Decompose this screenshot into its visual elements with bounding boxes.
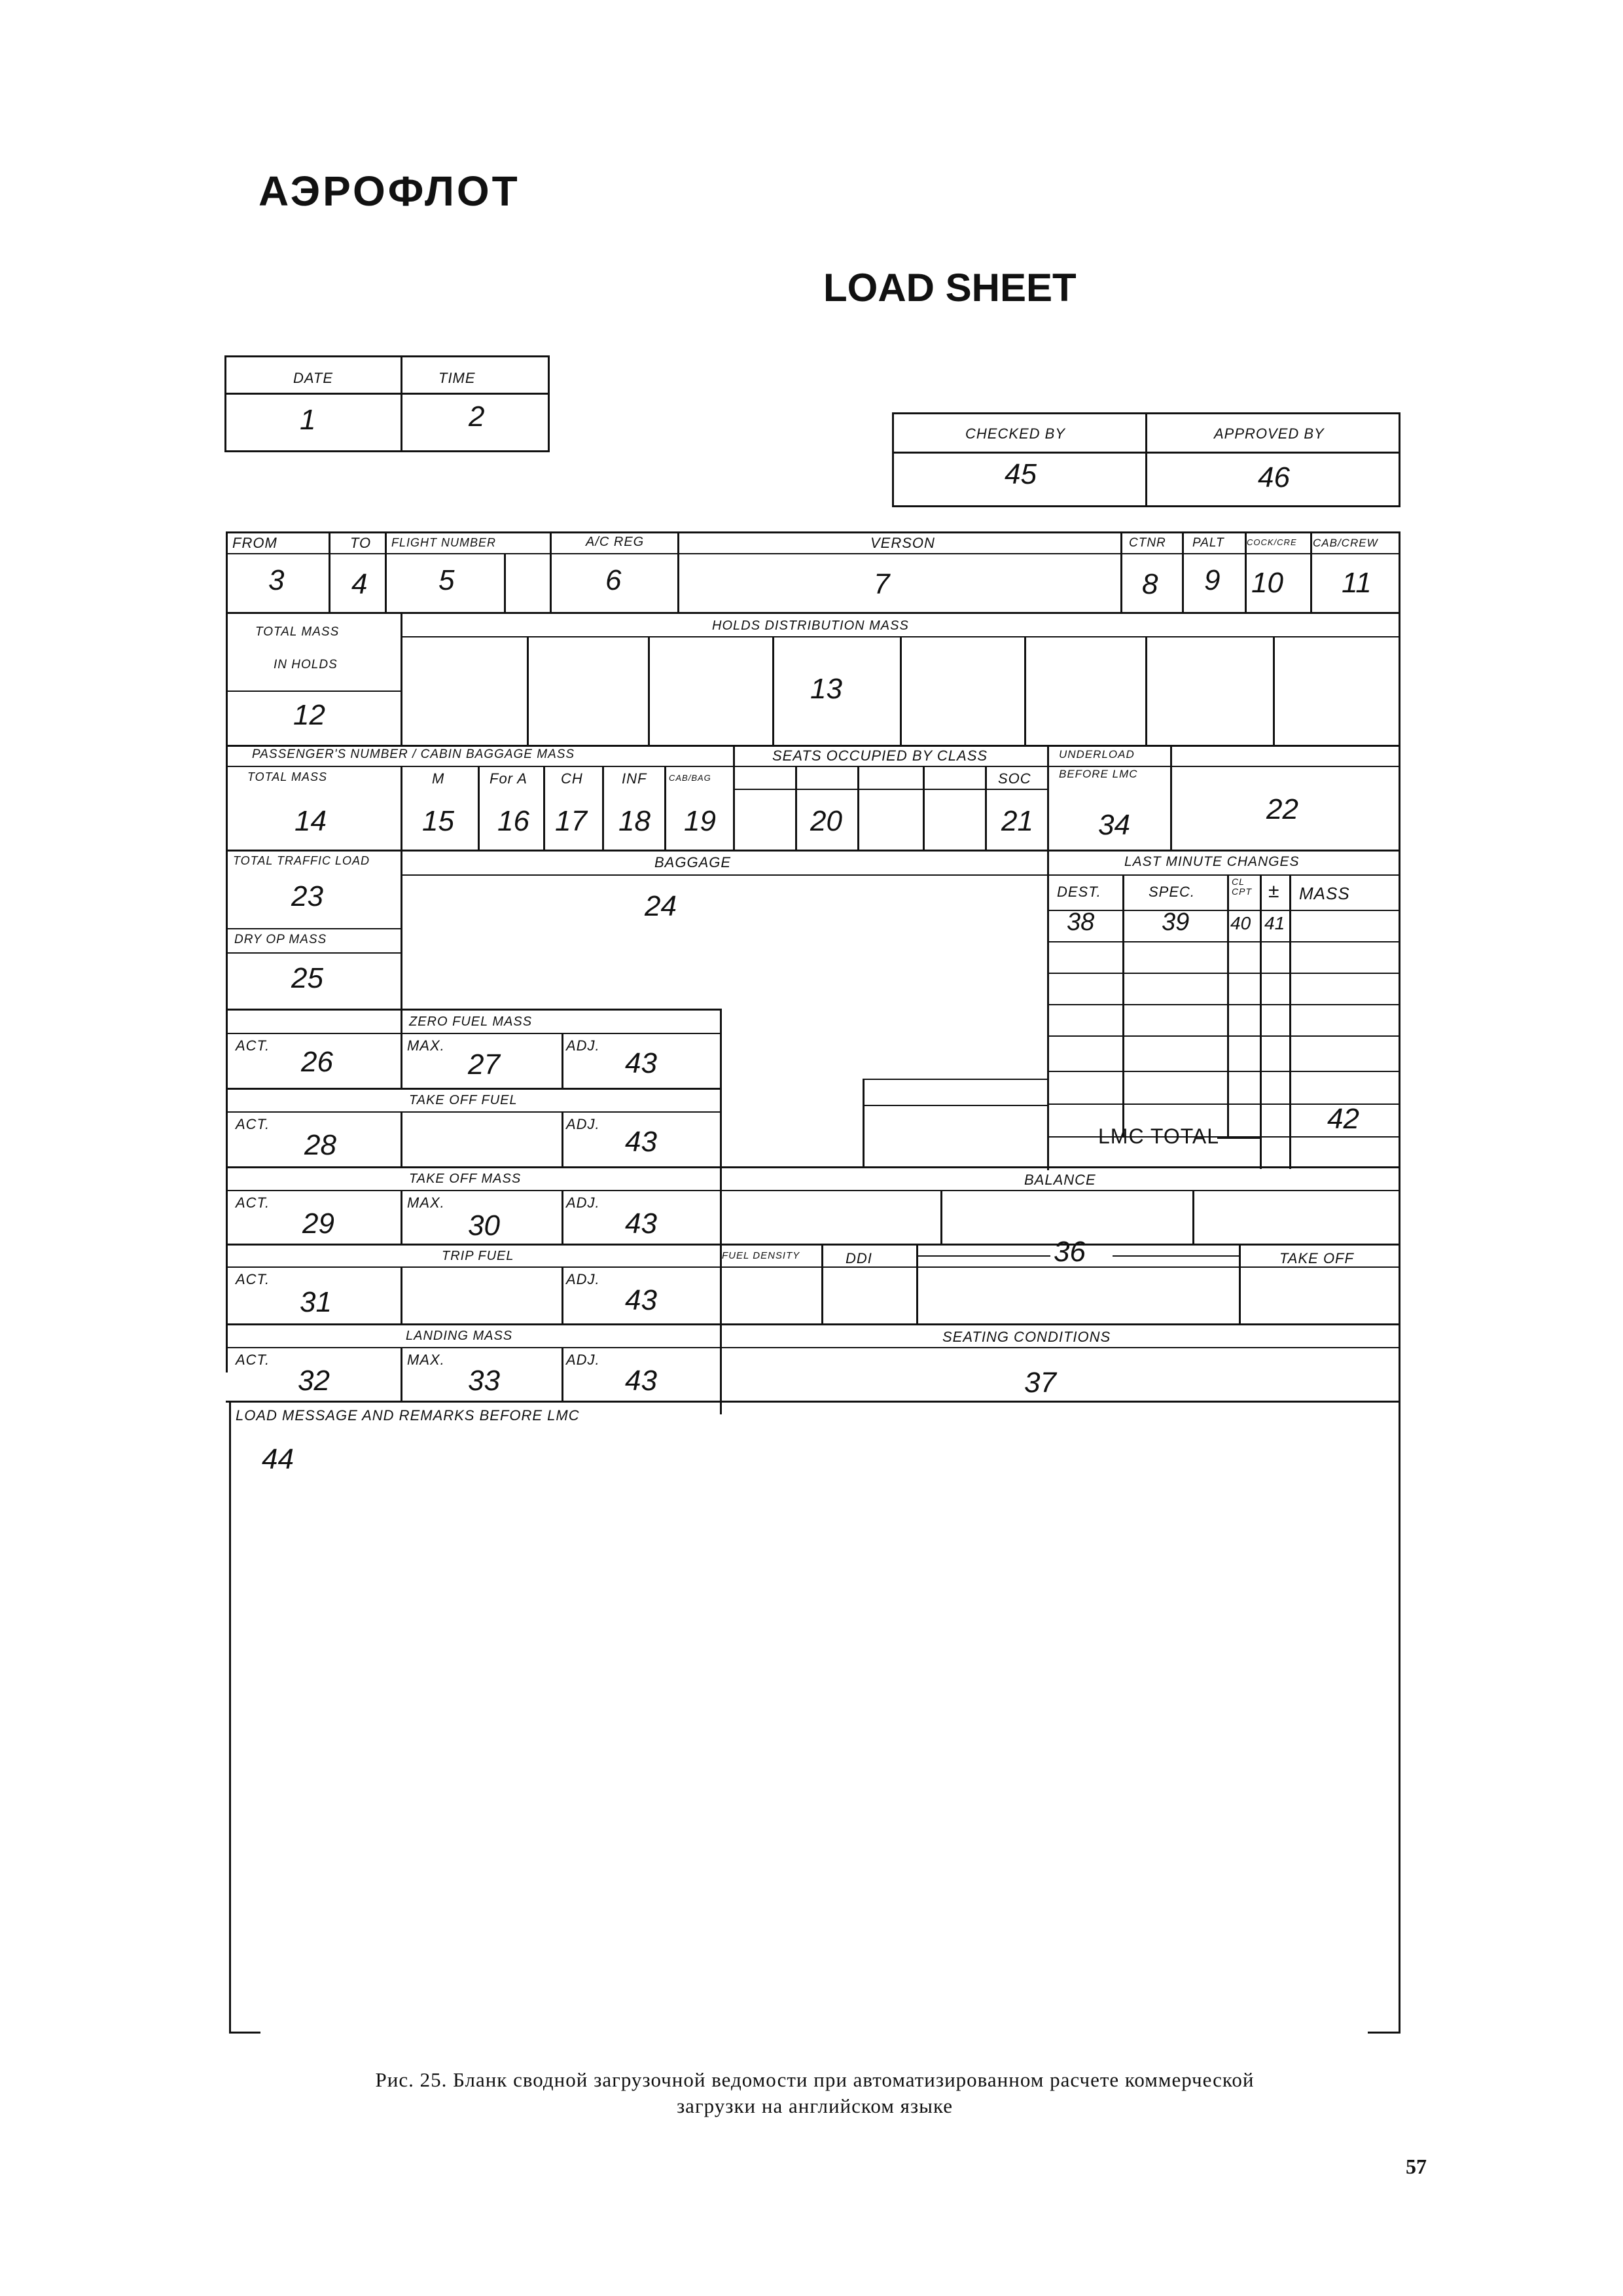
take-off-label: TAKE OFF <box>1279 1250 1354 1266</box>
field-39[interactable]: 39 <box>1162 908 1190 936</box>
adj-label-2: ADJ. <box>566 1116 600 1132</box>
m-label: M <box>432 770 445 787</box>
field-19[interactable]: 19 <box>684 805 716 837</box>
ctnr-label: CTNR <box>1129 536 1166 550</box>
soc-label: SOC <box>998 770 1031 787</box>
field-36[interactable]: 36 <box>1054 1236 1086 1268</box>
passengers-header-label: PASSENGER'S NUMBER / CABIN BAGGAGE MASS <box>252 747 575 761</box>
act-label-2: ACT. <box>236 1116 270 1132</box>
field-46[interactable]: 46 <box>1258 461 1290 493</box>
field-1[interactable]: 1 <box>300 404 316 436</box>
ddi-label: DDI <box>846 1250 872 1266</box>
total-mass-label: TOTAL MASS <box>247 770 328 783</box>
field-9[interactable]: 9 <box>1204 564 1221 596</box>
act-label-1: ACT. <box>236 1037 270 1054</box>
caption-line-2: загрузки на английском языке <box>676 2094 954 2117</box>
field-22[interactable]: 22 <box>1266 793 1298 825</box>
seating-conditions-label: SEATING CONDITIONS <box>942 1329 1111 1345</box>
field-29[interactable]: 29 <box>302 1208 334 1240</box>
take-off-mass-label: TAKE OFF MASS <box>409 1172 522 1186</box>
field-24[interactable]: 24 <box>645 890 677 922</box>
field-13[interactable]: 13 <box>810 673 842 705</box>
seats-occupied-label: SEATS OCCUPIED BY CLASS <box>772 747 988 764</box>
field-3[interactable]: 3 <box>268 564 285 596</box>
act-label-3: ACT. <box>236 1194 270 1211</box>
total-mass-holds-label: TOTAL MASS <box>255 625 340 639</box>
field-8[interactable]: 8 <box>1142 568 1158 600</box>
field-42[interactable]: 42 <box>1327 1103 1359 1135</box>
palt-label: PALT <box>1192 536 1224 550</box>
field-10[interactable]: 10 <box>1251 567 1283 599</box>
ch-label: CH <box>561 770 583 787</box>
field-6[interactable]: 6 <box>605 564 622 596</box>
to-label: TO <box>350 535 372 551</box>
total-traffic-load-label: TOTAL TRAFFIC LOAD <box>233 854 370 867</box>
underload-label-2: BEFORE LMC <box>1059 768 1138 780</box>
act-label-4: ACT. <box>236 1271 270 1287</box>
ac-reg-label: A/C REG <box>586 535 645 549</box>
fuel-density-label: FUEL DENSITY <box>722 1250 800 1261</box>
cl-cpt-label: CL CPT <box>1232 876 1252 897</box>
field-43-d[interactable]: 43 <box>625 1284 657 1316</box>
field-23[interactable]: 23 <box>291 880 323 912</box>
field-43-c[interactable]: 43 <box>625 1208 657 1240</box>
field-44[interactable]: 44 <box>262 1443 294 1475</box>
max-label-2: MAX. <box>407 1194 445 1211</box>
dry-op-mass-label: DRY OP MASS <box>234 933 327 946</box>
landing-mass-label: LANDING MASS <box>406 1329 513 1343</box>
field-33[interactable]: 33 <box>468 1365 500 1397</box>
in-holds-label: IN HOLDS <box>274 658 338 672</box>
cock-crew-label: COCK/CRE <box>1247 537 1297 547</box>
field-43-b[interactable]: 43 <box>625 1126 657 1158</box>
field-28[interactable]: 28 <box>304 1129 336 1161</box>
field-5[interactable]: 5 <box>438 564 455 596</box>
field-38[interactable]: 38 <box>1067 908 1095 936</box>
field-7[interactable]: 7 <box>874 568 890 600</box>
field-4[interactable]: 4 <box>351 568 368 600</box>
max-label-1: MAX. <box>407 1037 445 1054</box>
checked-by-label: CHECKED BY <box>965 425 1066 442</box>
field-2[interactable]: 2 <box>469 401 485 433</box>
load-message-label: LOAD MESSAGE AND REMARKS BEFORE LMC <box>236 1407 580 1424</box>
field-45[interactable]: 45 <box>1005 458 1037 490</box>
field-17[interactable]: 17 <box>555 805 587 837</box>
field-27[interactable]: 27 <box>468 1049 500 1081</box>
cab-crew-label: CAB/CREW <box>1313 537 1378 549</box>
field-15[interactable]: 15 <box>422 805 454 837</box>
field-43-e[interactable]: 43 <box>625 1365 657 1397</box>
flight-number-label: FLIGHT NUMBER <box>391 536 497 549</box>
field-40[interactable]: 40 <box>1230 913 1251 933</box>
adj-label-4: ADJ. <box>566 1271 600 1287</box>
inf-label: INF <box>622 770 647 787</box>
lmc-label: LAST MINUTE CHANGES <box>1124 854 1300 869</box>
field-34[interactable]: 34 <box>1098 809 1130 841</box>
field-18[interactable]: 18 <box>618 805 651 837</box>
date-time-box <box>224 355 550 452</box>
field-16[interactable]: 16 <box>497 805 529 837</box>
aeroflot-logo: АЭРОФЛОТ <box>259 168 520 215</box>
field-32[interactable]: 32 <box>298 1365 330 1397</box>
caption-line-1: Рис. 25. Бланк сводной загрузочной ведомости при автоматизированном расчете коммерческой <box>375 2068 1255 2091</box>
field-37[interactable]: 37 <box>1024 1367 1056 1399</box>
lmc-total-label: LMC TOTAL <box>1098 1124 1220 1148</box>
field-31[interactable]: 31 <box>300 1286 332 1318</box>
field-25[interactable]: 25 <box>291 962 323 994</box>
adj-label-3: ADJ. <box>566 1194 600 1211</box>
take-off-fuel-label: TAKE OFF FUEL <box>409 1093 518 1107</box>
field-12[interactable]: 12 <box>293 699 325 731</box>
field-26[interactable]: 26 <box>301 1046 333 1078</box>
from-label: FROM <box>232 535 277 551</box>
zero-fuel-mass-label: ZERO FUEL MASS <box>409 1014 533 1029</box>
adj-label-5: ADJ. <box>566 1352 600 1368</box>
date-label: DATE <box>293 370 334 386</box>
time-label: TIME <box>438 370 476 386</box>
field-20[interactable]: 20 <box>810 805 842 837</box>
balance-label: BALANCE <box>1024 1172 1096 1188</box>
trip-fuel-label: TRIP FUEL <box>442 1249 514 1263</box>
mass-label: MASS <box>1299 884 1350 903</box>
field-14[interactable]: 14 <box>294 805 327 837</box>
field-21[interactable]: 21 <box>1001 805 1033 837</box>
underload-label-1: UNDERLOAD <box>1059 748 1135 761</box>
approved-by-label: APPROVED BY <box>1214 425 1325 442</box>
page-number: 57 <box>1406 2155 1427 2178</box>
holds-distribution-label: HOLDS DISTRIBUTION MASS <box>712 619 909 633</box>
cab-bag-label: CAB/BAG <box>669 773 711 783</box>
version-label: VERSON <box>870 535 935 551</box>
field-43-a[interactable]: 43 <box>625 1047 657 1079</box>
baggage-label: BAGGAGE <box>654 854 732 870</box>
act-label-5: ACT. <box>236 1352 270 1368</box>
page-title: LOAD SHEET <box>823 266 1077 310</box>
adj-label-1: ADJ. <box>566 1037 600 1054</box>
field-30[interactable]: 30 <box>468 1210 500 1242</box>
field-11[interactable]: 11 <box>1342 567 1372 599</box>
fora-label: For A <box>490 770 527 787</box>
max-label-3: MAX. <box>407 1352 445 1368</box>
field-41[interactable]: 41 <box>1264 913 1285 933</box>
dest-label: DEST. <box>1057 884 1101 900</box>
plus-minus-label: ± <box>1268 880 1280 902</box>
spec-label: SPEC. <box>1149 884 1196 900</box>
